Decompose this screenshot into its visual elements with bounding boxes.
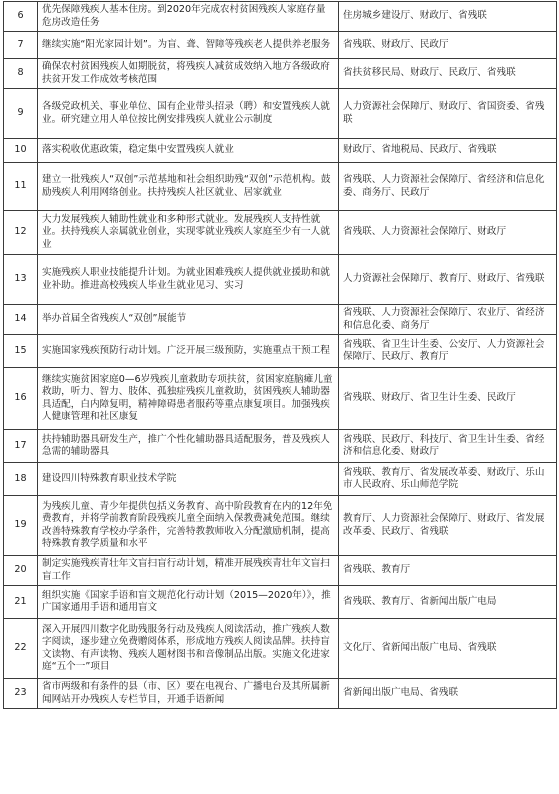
task-description: 建设四川特殊教育职业技术学院 bbox=[38, 463, 339, 496]
row-number: 9 bbox=[4, 89, 38, 139]
row-number: 18 bbox=[4, 463, 38, 496]
table-row bbox=[4, 255, 557, 305]
row-number: 16 bbox=[4, 368, 38, 430]
table-row bbox=[4, 496, 557, 556]
responsible-departments: 省扶贫移民局、财政厅、民政厅、省残联 bbox=[339, 59, 557, 89]
table-row bbox=[4, 679, 557, 709]
row-number: 7 bbox=[4, 32, 38, 59]
table-row bbox=[4, 335, 557, 368]
row-number: 21 bbox=[4, 586, 38, 619]
task-description: 实施残疾人职业技能提升计划。为就业困难残疾人提供就业援助和就业补助。推进高校残疾人毕业生就业见习、实习 bbox=[38, 255, 339, 305]
task-description: 各级党政机关、事业单位、国有企业带头招录（聘）和安置残疾人就业。研究建立用人单位按比例安排残疾人就业公示制度 bbox=[38, 89, 339, 139]
responsible-departments: 省新闻出版广电局、省残联 bbox=[339, 679, 557, 709]
task-description: 继续实施贫困家庭0—6岁残疾儿童救助专项扶贫，贫困家庭脑瘫儿童救助，听力、智力、肢体、孤独症残疾儿童救助，贫困残疾人辅助器具适配，白内障复明，精神障碍患者服药等重点康复项目。加强残疾人健康管理和社区康复 bbox=[38, 368, 339, 430]
row-number: 17 bbox=[4, 430, 38, 463]
task-description: 落实税收优惠政策，稳定集中安置残疾人就业 bbox=[38, 139, 339, 163]
table-row bbox=[4, 368, 557, 430]
task-description: 扶持辅助器具研发生产，推广个性化辅助器具适配服务，普及残疾人急需的辅助器具 bbox=[38, 430, 339, 463]
row-number: 10 bbox=[4, 139, 38, 163]
table-row bbox=[4, 430, 557, 463]
row-number: 15 bbox=[4, 335, 38, 368]
responsible-departments: 省残联、教育厅 bbox=[339, 556, 557, 586]
row-number: 6 bbox=[4, 2, 38, 32]
row-number: 12 bbox=[4, 211, 38, 255]
table-row bbox=[4, 556, 557, 586]
table-row bbox=[4, 211, 557, 255]
table-row bbox=[4, 2, 557, 32]
table-row bbox=[4, 463, 557, 496]
row-number: 23 bbox=[4, 679, 38, 709]
row-number: 8 bbox=[4, 59, 38, 89]
table-row bbox=[4, 163, 557, 211]
task-description: 大力发展残疾人辅助性就业和多种形式就业。发展残疾人支持性就业。扶持残疾人亲属就业创业，实现零就业残疾人家庭至少有一人就业 bbox=[38, 211, 339, 255]
responsible-departments: 省残联、省卫生计生委、公安厅、人力资源社会保障厅、民政厅、教育厅 bbox=[339, 335, 557, 368]
responsible-departments: 省残联、人力资源社会保障厅、农业厅、省经济和信息化委、商务厅 bbox=[339, 305, 557, 335]
task-description: 举办首届全省残疾人“双创”展能节 bbox=[38, 305, 339, 335]
responsible-departments: 教育厅、人力资源社会保障厅、财政厅、省发展改革委、民政厅、省残联 bbox=[339, 496, 557, 556]
task-description: 省市两级和有条件的县（市、区）要在电视台、广播电台及其所属新闻网站开办残疾人专栏节目，开通手语新闻 bbox=[38, 679, 339, 709]
responsible-departments: 文化厅、省新闻出版广电局、省残联 bbox=[339, 619, 557, 679]
task-description: 深入开展四川数字化助残服务行动及残疾人阅读活动，推广残疾人数字阅读，逐步建立免费赠阅体系，形成地方残疾人阅读品牌。扶持盲文读物、有声读物、残疾人题材图书和音像制品出版。实施文化进家庭“五个一”项目 bbox=[38, 619, 339, 679]
row-number: 22 bbox=[4, 619, 38, 679]
table-row bbox=[4, 89, 557, 139]
task-description: 为残疾儿童、青少年提供包括义务教育、高中阶段教育在内的12年免费教育，并将学前教育阶段残疾儿童全面纳入保教费减免范围。继续改善特殊教育学校办学条件，完善特教教师收入分配激励机制，提高特殊教育教学质量和水平 bbox=[38, 496, 339, 556]
table-row bbox=[4, 305, 557, 335]
task-table bbox=[3, 1, 557, 709]
task-description: 建立一批残疾人“双创”示范基地和社会组织助残“双创”示范机构。鼓励残疾人利用网络创业。扶持残疾人社区就业、居家就业 bbox=[38, 163, 339, 211]
responsible-departments: 省残联、人力资源社会保障厅、财政厅 bbox=[339, 211, 557, 255]
responsible-departments: 人力资源社会保障厅、教育厅、财政厅、省残联 bbox=[339, 255, 557, 305]
task-description: 优先保障残疾人基本住房。到2020年完成农村贫困残疾人家庭存量危房改造任务 bbox=[38, 2, 339, 32]
task-description: 制定实施残疾青壮年文盲扫盲行动计划，精准开展残疾青壮年文盲扫盲工作 bbox=[38, 556, 339, 586]
responsible-departments: 省残联、财政厅、省卫生计生委、民政厅 bbox=[339, 368, 557, 430]
row-number: 20 bbox=[4, 556, 38, 586]
responsible-departments: 人力资源社会保障厅、财政厅、省国资委、省残联 bbox=[339, 89, 557, 139]
responsible-departments: 省残联、教育厅、省发展改革委、财政厅、乐山市人民政府、乐山师范学院 bbox=[339, 463, 557, 496]
task-description: 继续实施“阳光家园计划”。为盲、聋、智障等残疾老人提供养老服务 bbox=[38, 32, 339, 59]
row-number: 19 bbox=[4, 496, 38, 556]
table-body bbox=[4, 2, 557, 709]
responsible-departments: 省残联、民政厅、科技厅、省卫生计生委、省经济和信息化委、财政厅 bbox=[339, 430, 557, 463]
policy-table bbox=[3, 1, 556, 709]
responsible-departments: 省残联、财政厅、民政厅 bbox=[339, 32, 557, 59]
table-row bbox=[4, 139, 557, 163]
row-number: 11 bbox=[4, 163, 38, 211]
table-row bbox=[4, 59, 557, 89]
task-description: 确保农村贫困残疾人如期脱贫，将残疾人减贫成效纳入地方各级政府扶贫开发工作成效考核范围 bbox=[38, 59, 339, 89]
responsible-departments: 省残联、人力资源社会保障厅、省经济和信息化委、商务厅、民政厅 bbox=[339, 163, 557, 211]
table-row bbox=[4, 586, 557, 619]
task-description: 组织实施《国家手语和盲文规范化行动计划（2015—2020年）》，推广国家通用手语和通用盲文 bbox=[38, 586, 339, 619]
responsible-departments: 住房城乡建设厅、财政厅、省残联 bbox=[339, 2, 557, 32]
table-row bbox=[4, 619, 557, 679]
responsible-departments: 省残联、教育厅、省新闻出版广电局 bbox=[339, 586, 557, 619]
row-number: 14 bbox=[4, 305, 38, 335]
table-row bbox=[4, 32, 557, 59]
row-number: 13 bbox=[4, 255, 38, 305]
responsible-departments: 财政厅、省地税局、民政厅、省残联 bbox=[339, 139, 557, 163]
task-description: 实施国家残疾预防行动计划。广泛开展三级预防，实施重点干预工程 bbox=[38, 335, 339, 368]
